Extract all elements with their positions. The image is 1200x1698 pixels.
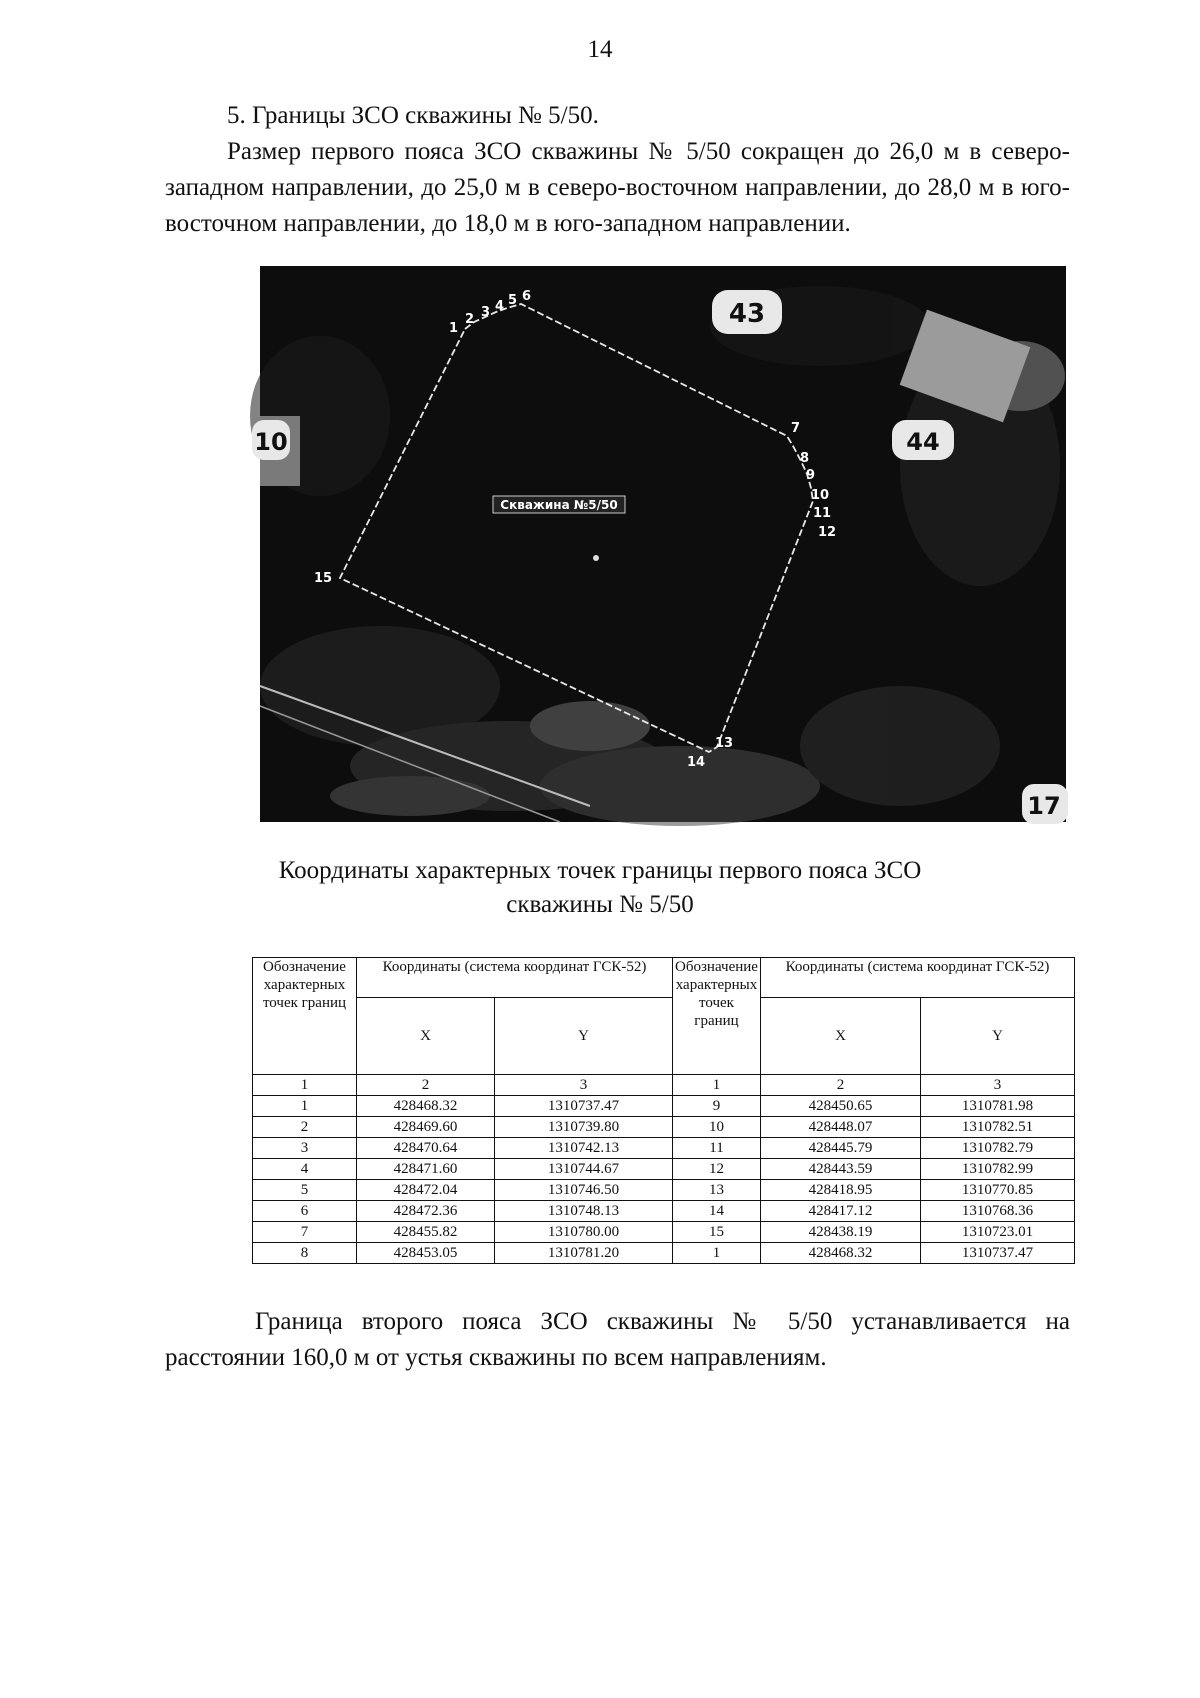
table-row (253, 1222, 1075, 1243)
point-label: 3 (481, 305, 491, 320)
table-cell: 1 (673, 1243, 761, 1264)
page-number: 14 (587, 36, 613, 63)
table-cell: 15 (673, 1222, 761, 1243)
table-cell: 1310782.51 (921, 1117, 1075, 1138)
table-cell: 1310739.80 (495, 1117, 673, 1138)
point-label: 1 (449, 321, 459, 336)
table-cell: 10 (673, 1117, 761, 1138)
house-number: 44 (906, 428, 940, 456)
header-x-right: X (761, 998, 921, 1075)
point-label: 13 (715, 736, 734, 751)
header-y-left: Y (495, 998, 673, 1075)
table-cell: 11 (673, 1138, 761, 1159)
table-cell: 428472.36 (357, 1201, 495, 1222)
aerial-map-figure (254, 266, 1066, 822)
table-row (253, 1117, 1075, 1138)
column-number: 2 (761, 1075, 921, 1096)
table-caption (200, 854, 1000, 922)
table-cell: 428470.64 (357, 1138, 495, 1159)
column-number: 1 (253, 1075, 357, 1096)
point-label: 10 (811, 488, 830, 503)
point-label: 2 (465, 312, 475, 327)
house-number: 43 (728, 299, 766, 329)
caption-line-1: Координаты характерных точек границы первого пояса ЗСО (278, 857, 922, 884)
table-cell: 1310780.00 (495, 1222, 673, 1243)
table-row (253, 1201, 1075, 1222)
point-label: 6 (522, 289, 532, 304)
header-x-left: X (357, 998, 495, 1075)
header-designation-left: Обозначение характерных точек границ (253, 958, 357, 1075)
table-cell: 428472.04 (357, 1180, 495, 1201)
table-cell: 428468.32 (357, 1096, 495, 1117)
table-cell: 428443.59 (761, 1159, 921, 1180)
table-cell: 1310782.99 (921, 1159, 1075, 1180)
point-label: 11 (813, 506, 832, 521)
table-cell: 5 (253, 1180, 357, 1201)
table-cell: 428438.19 (761, 1222, 921, 1243)
header-y-right: Y (921, 998, 1075, 1075)
table-cell: 1310781.20 (495, 1243, 673, 1264)
table-column-numbers-row (253, 1075, 1075, 1096)
table-cell: 8 (253, 1243, 357, 1264)
table-cell: 1310723.01 (921, 1222, 1075, 1243)
point-label: 15 (314, 571, 333, 586)
column-number: 3 (921, 1075, 1075, 1096)
paragraph-second-belt: Граница второго пояса ЗСО скважины № 5/50 устанавливается на расстоянии 160,0 м от устья скважины по всем направлениям. (165, 1308, 1070, 1371)
table-cell: 1310770.85 (921, 1180, 1075, 1201)
table-cell: 12 (673, 1159, 761, 1180)
table-row (253, 1096, 1075, 1117)
column-number: 3 (495, 1075, 673, 1096)
table-cell: 428445.79 (761, 1138, 921, 1159)
table-cell: 428469.60 (357, 1117, 495, 1138)
table-cell: 13 (673, 1180, 761, 1201)
coordinates-table (252, 957, 1075, 1264)
table-cell: 3 (253, 1138, 357, 1159)
table-cell: 428417.12 (761, 1201, 921, 1222)
table-cell: 1310768.36 (921, 1201, 1075, 1222)
table-subheader-row (253, 998, 1075, 1075)
table-cell: 1310746.50 (495, 1180, 673, 1201)
table-cell: 428455.82 (357, 1222, 495, 1243)
caption-line-2: скважины № 5/50 (506, 891, 694, 918)
point-label: 4 (495, 299, 505, 314)
table-cell: 428468.32 (761, 1243, 921, 1264)
table-cell: 14 (673, 1201, 761, 1222)
house-number: 17 (1027, 792, 1061, 820)
header-coords-left: Координаты (система координат ГСК-52) (357, 958, 673, 998)
table-header-row (253, 958, 1075, 998)
column-number: 1 (673, 1075, 761, 1096)
header-designation-right: Обозначение характерных точек границ (673, 958, 761, 1075)
table-cell: 7 (253, 1222, 357, 1243)
paragraph-first-belt-size: Размер первого пояса ЗСО скважины № 5/50 сокращен до 26,0 м в северо-западном направлении, до 25,0 м в северо-восточном направлении, до 28,0 м в юго-восточном направлении, до 18,0 м в юго-западном направлении. (165, 138, 1070, 237)
point-label: 8 (800, 451, 810, 466)
table-row (253, 1180, 1075, 1201)
table-cell: 1 (253, 1096, 357, 1117)
table-row (253, 1243, 1075, 1264)
point-label: 14 (687, 755, 706, 770)
table-cell: 1310748.13 (495, 1201, 673, 1222)
table-cell: 1310737.47 (495, 1096, 673, 1117)
map-svg (254, 266, 1066, 822)
table-cell: 428471.60 (357, 1159, 495, 1180)
point-label: 5 (508, 293, 518, 308)
header-coords-right: Координаты (система координат ГСК-52) (761, 958, 1075, 998)
table-cell: 1310781.98 (921, 1096, 1075, 1117)
point-label: 7 (791, 421, 801, 436)
table-row (253, 1159, 1075, 1180)
table-cell: 1310737.47 (921, 1243, 1075, 1264)
table-cell: 4 (253, 1159, 357, 1180)
point-label: 12 (818, 525, 837, 540)
table-cell: 6 (253, 1201, 357, 1222)
table-cell: 2 (253, 1117, 357, 1138)
well-label: Скважина №5/50 (500, 498, 618, 512)
table-cell: 428448.07 (761, 1117, 921, 1138)
table-row (253, 1138, 1075, 1159)
table-cell: 428453.05 (357, 1243, 495, 1264)
well-marker (593, 555, 599, 561)
table-cell: 428450.65 (761, 1096, 921, 1117)
column-number: 2 (357, 1075, 495, 1096)
table-cell: 428418.95 (761, 1180, 921, 1201)
table-cell: 9 (673, 1096, 761, 1117)
table-cell: 1310742.13 (495, 1138, 673, 1159)
table-cell: 1310744.67 (495, 1159, 673, 1180)
house-number: 10 (254, 428, 288, 456)
section-heading: 5. Границы ЗСО скважины № 5/50. (227, 102, 599, 129)
point-label: 9 (806, 468, 816, 483)
table-cell: 1310782.79 (921, 1138, 1075, 1159)
